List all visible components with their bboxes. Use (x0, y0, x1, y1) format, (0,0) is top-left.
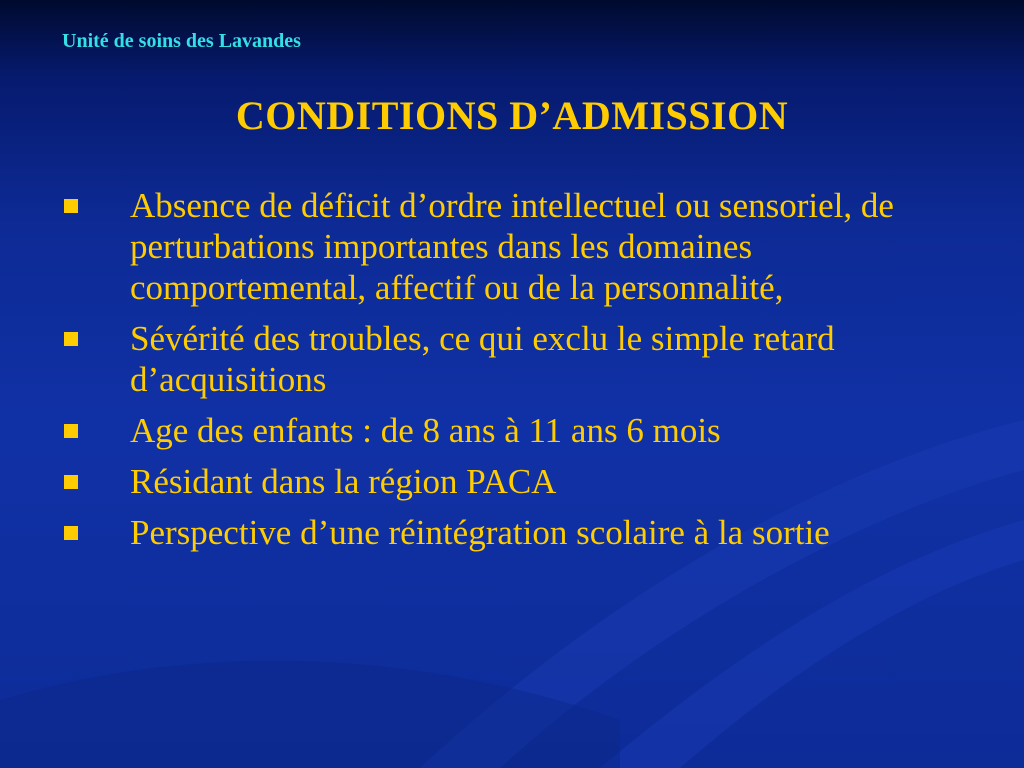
bullet-text: Absence de déficit d’ordre intellectuel ou sensoriel, de perturbations importantes dans les domaines comportemental, affectif ou de la personnalité, (130, 186, 894, 307)
square-bullet-icon (64, 475, 78, 489)
bullet-item-absence-deficit (62, 185, 982, 308)
bullet-text: Résidant dans la région PACA (130, 462, 557, 501)
bullet-text: Perspective d’une réintégration scolaire à la sortie (130, 513, 830, 552)
square-bullet-icon (64, 424, 78, 438)
bullet-item-residant (62, 461, 982, 502)
bullet-text: Age des enfants : de 8 ans à 11 ans 6 mois (130, 411, 721, 450)
square-bullet-icon (64, 526, 78, 540)
bullet-item-perspective (62, 512, 982, 553)
bullet-item-age (62, 410, 982, 451)
slide-title: CONDITIONS D’ADMISSION (235, 93, 789, 138)
bullet-text: Sévérité des troubles, ce qui exclu le simple retard d’acquisitions (130, 319, 835, 399)
square-bullet-icon (64, 332, 78, 346)
bullet-item-severite (62, 318, 982, 400)
bullet-list (62, 185, 982, 563)
square-bullet-icon (64, 199, 78, 213)
slide-header: Unité de soins des Lavandes (62, 30, 301, 52)
